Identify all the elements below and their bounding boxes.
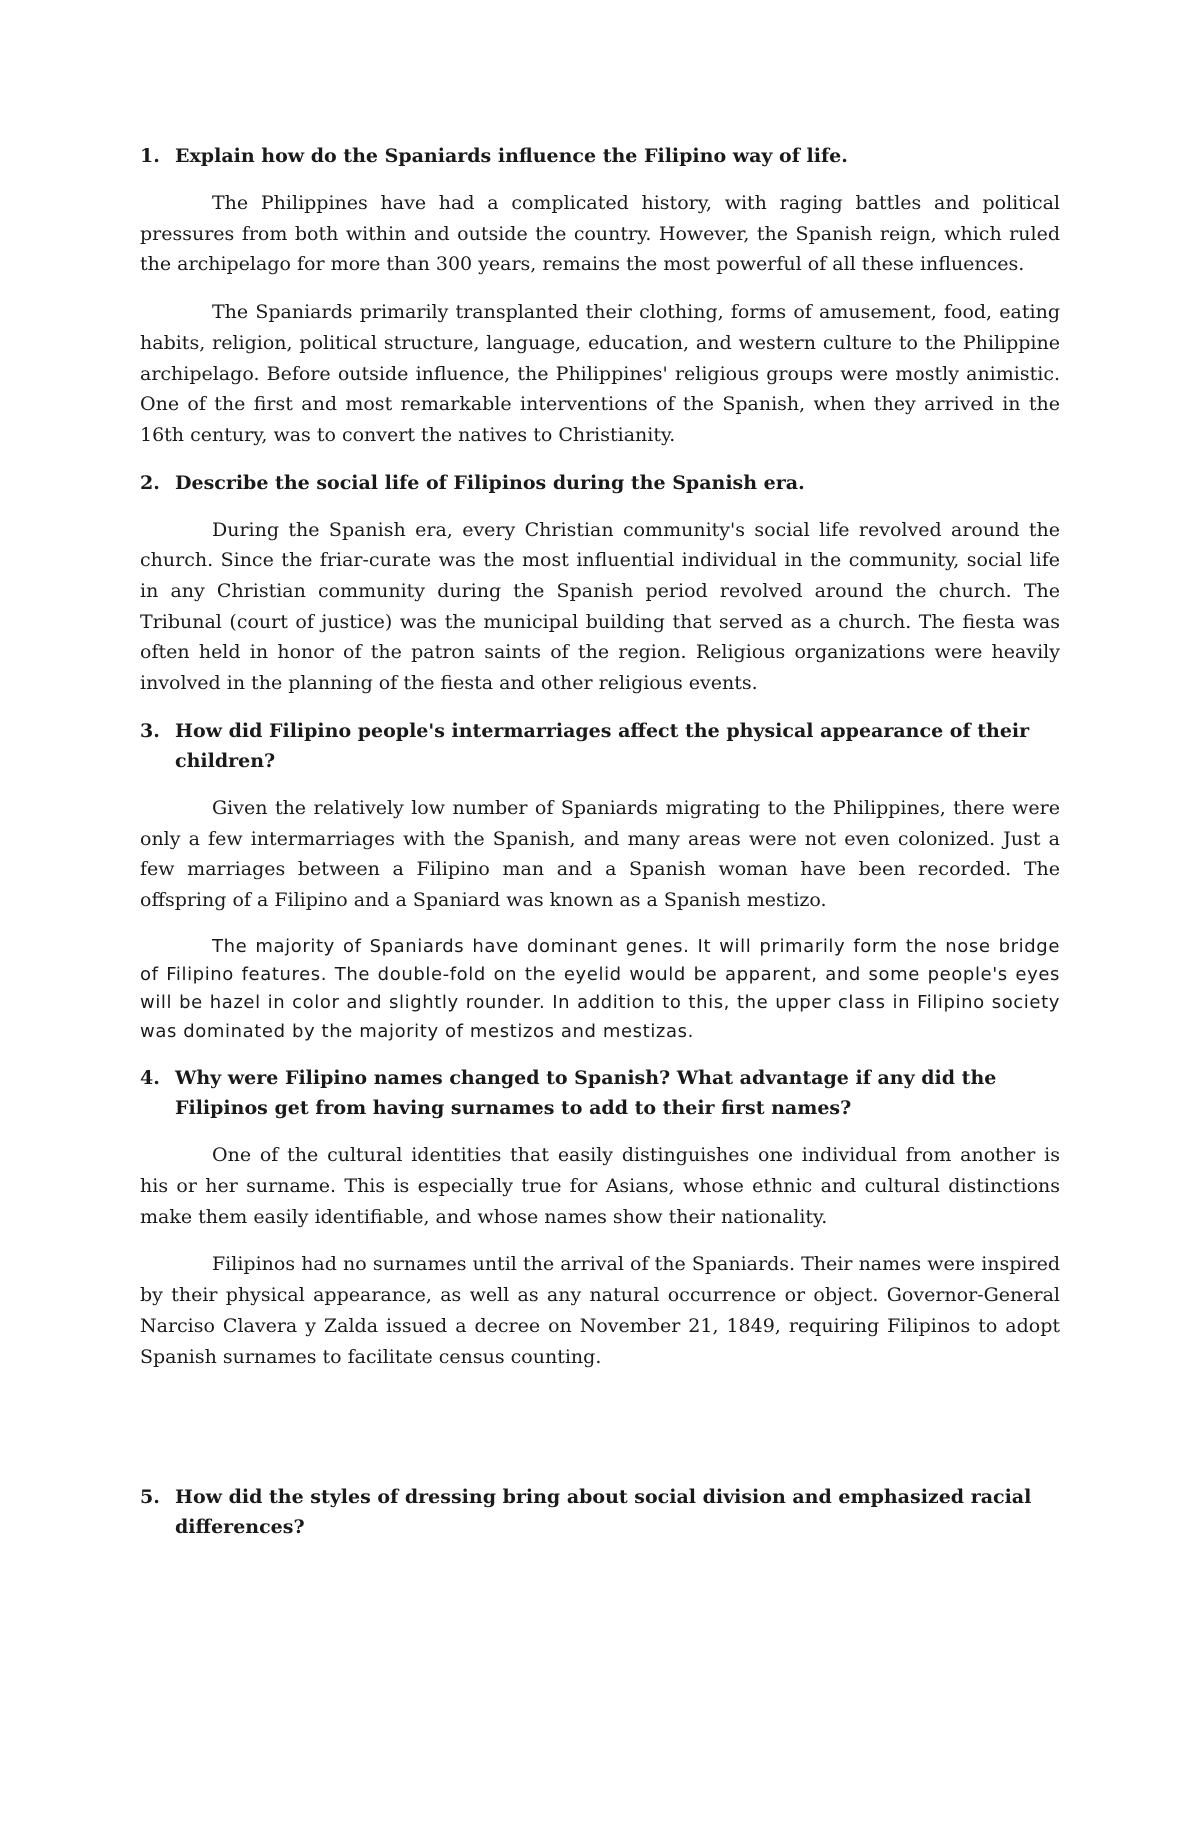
question-1 xyxy=(140,141,1060,171)
document-page xyxy=(140,141,1060,1542)
question-number: 4. xyxy=(140,1067,160,1090)
question-4 xyxy=(140,1063,1060,1123)
question-number: 3. xyxy=(140,719,160,742)
answer-paragraph: The Spaniards primarily transplanted their clothing, forms of amusement, food, eating habits, religion, political structure, language, education, and western culture to the Philippine archipelago. Before outside influence, the Philippines' religious groups were mostly animistic. One of the first and most remarkable interventions of the Spanish, when they arrived in the 16th century, was to convert the natives to Christianity. xyxy=(140,301,1060,446)
question-text: Describe the social life of Filipinos during the Spanish era. xyxy=(175,471,805,494)
answer-paragraph: Given the relatively low number of Spaniards migrating to the Philippines, there were only a few intermarriages with the Spanish, and many areas were not even colonized. Just a few marriages between a Filipino man and a Spanish woman have been recorded. The offspring of a Filipino and a Spaniard was known as a Spanish mestizo. xyxy=(140,796,1060,911)
answer-paragraph: One of the cultural identities that easily distinguishes one individual from another is his or her surname. This is especially true for Asians, whose ethnic and cultural distinctions make them easily identifiable, and whose names show their nationality. xyxy=(140,1144,1060,1228)
answer-paragraph: During the Spanish era, every Christian community's social life revolved around the church. Since the friar-curate was the most influential individual in the community, social life in any Christian community during the Spanish period revolved around the church. The Tribunal (court of justice) was the municipal building that served as a church. The fiesta was often held in honor of the patron saints of the region. Religious organizations were heavily involved in the planning of the fiesta and other religious events. xyxy=(140,518,1060,695)
answer-paragraph: The Philippines have had a complicated history, with raging battles and political pressures from both within and outside the country. However, the Spanish reign, which ruled the archipelago for more than 300 years, remains the most powerful of all these influences. xyxy=(140,192,1060,276)
question-text: Explain how do the Spaniards influence the Filipino way of life. xyxy=(175,145,848,167)
question-number: 5. xyxy=(140,1486,160,1509)
question-number: 1. xyxy=(140,145,160,167)
answer-paragraph: Filipinos had no surnames until the arrival of the Spaniards. Their names were inspired by their physical appearance, as well as any natural occurrence or object. Governor-General Narciso Clavera y Zalda issued a decree on November 21, 1849, requiring Filipinos to adopt Spanish surnames to facilitate census counting. xyxy=(140,1253,1060,1368)
question-number: 2. xyxy=(140,471,160,494)
question-3 xyxy=(140,716,1060,776)
question-2 xyxy=(140,468,1060,498)
answer-paragraph: The majority of Spaniards have dominant genes. It will primarily form the nose bridge of Filipino features. The double-fold on the eyelid would be apparent, and some people's eyes will be hazel in color and slightly rounder. In addition to this, the upper class in Filipino society was dominated by the majority of mestizos and mestizas. xyxy=(140,935,1060,1042)
question-text: Why were Filipino names changed to Spanish? What advantage if any did the Filipinos get from having surnames to add to their first names? xyxy=(175,1067,997,1120)
question-text: How did the styles of dressing bring about social division and emphasized racial differences? xyxy=(175,1486,1032,1539)
question-text: How did Filipino people's intermarriages affect the physical appearance of their children? xyxy=(175,719,1030,772)
question-5 xyxy=(140,1482,1060,1542)
